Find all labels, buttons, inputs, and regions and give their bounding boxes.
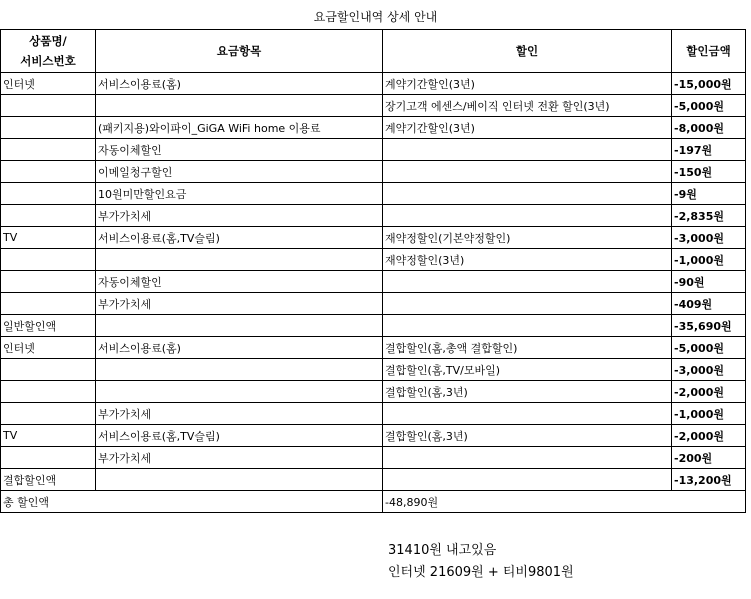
cell-product (1, 293, 96, 315)
header-item: 요금항목 (96, 30, 383, 73)
cell-amount: -5,000원 (672, 95, 746, 117)
cell-discount: 계약기간할인(3년) (383, 117, 672, 139)
cell-discount (383, 139, 672, 161)
cell-amount: -1,000원 (672, 403, 746, 425)
cell-product: 일반할인액 (1, 315, 96, 337)
cell-product (1, 139, 96, 161)
document-title: 요금할인내역 상세 안내 (313, 10, 438, 24)
cell-amount: -409원 (672, 293, 746, 315)
total-amount: -48,890원 (383, 491, 746, 513)
cell-discount: 결합할인(홈,TV/모바일) (383, 359, 672, 381)
cell-item: (패키지용)와이파이_GiGA WiFi home 이용료 (96, 117, 383, 139)
table-row (1, 249, 746, 271)
cell-discount (383, 315, 672, 337)
header-discount: 할인 (383, 30, 672, 73)
table-row (1, 73, 746, 95)
cell-amount: -2,835원 (672, 205, 746, 227)
cell-discount: 계약기간할인(3년) (383, 73, 672, 95)
cell-discount (383, 469, 672, 491)
total-label: 총 할인액 (1, 491, 383, 513)
cell-item: 자동이체할인 (96, 139, 383, 161)
cell-product: 인터넷 (1, 73, 96, 95)
cell-item: 이메일청구할인 (96, 161, 383, 183)
cell-discount (383, 293, 672, 315)
cell-item: 부가가치세 (96, 403, 383, 425)
cell-amount: -200원 (672, 447, 746, 469)
cell-product (1, 359, 96, 381)
cell-product (1, 95, 96, 117)
table-row (1, 359, 746, 381)
cell-discount (383, 271, 672, 293)
cell-item: 부가가치세 (96, 293, 383, 315)
header-product (1, 30, 96, 73)
table-body (1, 73, 746, 491)
cell-amount: -35,690원 (672, 315, 746, 337)
total-row (1, 491, 746, 513)
cell-discount (383, 161, 672, 183)
cell-amount: -5,000원 (672, 337, 746, 359)
handwritten-notes (388, 540, 574, 584)
table-row (1, 469, 746, 491)
cell-product (1, 117, 96, 139)
cell-amount: -15,000원 (672, 73, 746, 95)
cell-product (1, 205, 96, 227)
cell-item: 부가가치세 (96, 447, 383, 469)
cell-item: 10원미만할인요금 (96, 183, 383, 205)
table-row (1, 139, 746, 161)
cell-amount: -9원 (672, 183, 746, 205)
cell-product (1, 161, 96, 183)
cell-discount: 결합할인(홈,총액 결합할인) (383, 337, 672, 359)
cell-product: TV (1, 425, 96, 447)
cell-product: 결합할인액 (1, 469, 96, 491)
table-row (1, 447, 746, 469)
table-row (1, 315, 746, 337)
table-row (1, 117, 746, 139)
table-row (1, 425, 746, 447)
cell-amount: -3,000원 (672, 227, 746, 249)
cell-item (96, 469, 383, 491)
cell-item: 자동이체할인 (96, 271, 383, 293)
table-row (1, 205, 746, 227)
cell-discount (383, 183, 672, 205)
cell-item: 서비스이용료(홈) (96, 73, 383, 95)
table-row (1, 95, 746, 117)
table-row (1, 293, 746, 315)
cell-item: 부가가치세 (96, 205, 383, 227)
cell-item (96, 381, 383, 403)
cell-amount: -90원 (672, 271, 746, 293)
cell-item (96, 359, 383, 381)
cell-amount: -3,000원 (672, 359, 746, 381)
cell-discount: 재약정할인(기본약정할인) (383, 227, 672, 249)
table-header-row (1, 30, 746, 73)
cell-discount (383, 447, 672, 469)
cell-product (1, 249, 96, 271)
table-row (1, 183, 746, 205)
cell-product: 인터넷 (1, 337, 96, 359)
cell-item (96, 249, 383, 271)
table-row (1, 337, 746, 359)
cell-product: TV (1, 227, 96, 249)
cell-discount (383, 205, 672, 227)
cell-discount: 결합할인(홈,3년) (383, 381, 672, 403)
cell-product (1, 183, 96, 205)
note-line-1: 31410원 내고있음 (388, 543, 497, 558)
table-row (1, 227, 746, 249)
header-product-line1: 상품명/ (29, 34, 67, 48)
table-row (1, 403, 746, 425)
cell-discount: 결합할인(홈,3년) (383, 425, 672, 447)
cell-amount: -8,000원 (672, 117, 746, 139)
cell-product (1, 381, 96, 403)
note-line-2: 인터넷 21609원 + 티비9801원 (388, 565, 574, 580)
cell-discount: 재약정할인(3년) (383, 249, 672, 271)
cell-item: 서비스이용료(홈,TV슬림) (96, 425, 383, 447)
cell-amount: -2,000원 (672, 425, 746, 447)
table-row (1, 381, 746, 403)
table-row (1, 271, 746, 293)
cell-amount: -13,200원 (672, 469, 746, 491)
cell-discount (383, 403, 672, 425)
cell-amount: -197원 (672, 139, 746, 161)
cell-item: 서비스이용료(홈) (96, 337, 383, 359)
cell-product (1, 447, 96, 469)
cell-discount: 장기고객 에센스/베이직 인터넷 전환 할인(3년) (383, 95, 672, 117)
header-product-line2: 서비스번호 (20, 54, 76, 68)
cell-item (96, 315, 383, 337)
cell-product (1, 271, 96, 293)
cell-amount: -2,000원 (672, 381, 746, 403)
cell-amount: -150원 (672, 161, 746, 183)
discount-table (0, 29, 746, 513)
table-row (1, 161, 746, 183)
cell-amount: -1,000원 (672, 249, 746, 271)
header-amount: 할인금액 (672, 30, 746, 73)
cell-item: 서비스이용료(홈,TV슬림) (96, 227, 383, 249)
cell-item (96, 95, 383, 117)
cell-product (1, 403, 96, 425)
